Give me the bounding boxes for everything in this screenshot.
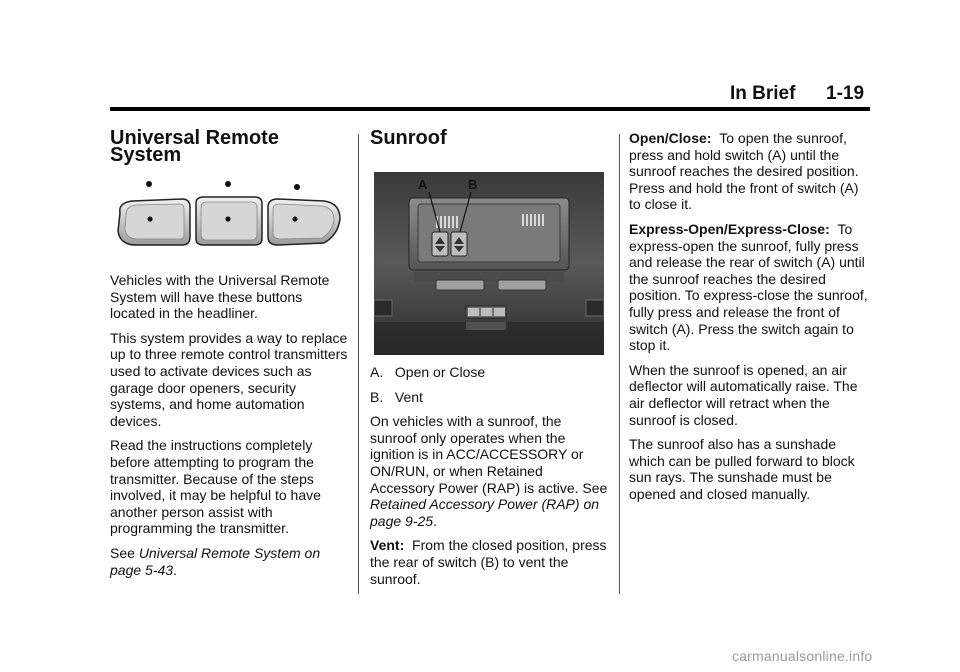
map-light-right-button (498, 280, 546, 290)
open-close-label: Open/Close: (629, 130, 712, 146)
vent-paragraph (370, 537, 610, 587)
list-item-letter: B. (370, 388, 384, 405)
map-light-left-button (436, 280, 484, 290)
universal-remote-reference (110, 545, 350, 578)
see-text: See (110, 544, 139, 561)
indicator-dot-2-icon (225, 181, 231, 187)
open-close-text: To open the sunroof, press and hold switch (A) until the sunroof reaches the desired position. Press and hold the front of switch (A) to close it. (629, 130, 859, 213)
sunshade-paragraph: The sunroof also has a sunshade which can be pulled forward to block sun rays. The sunshade must be opened and closed manually. (629, 436, 855, 502)
reference-period: . (173, 561, 177, 578)
sunroof-body (370, 364, 610, 595)
remote-button-mid-icon (481, 308, 492, 316)
rap-page-ref: Retained Accessory Power (RAP) on page 9-25 (370, 496, 600, 529)
list-item-text: Vent (394, 388, 423, 405)
column-sunroof (370, 127, 610, 149)
callout-b: B (468, 177, 478, 192)
universal-remote-paragraph-3: Read the instructions completely before attempting to program the transmitter. Because of the steps involved, it may be helpful to have another person assist with programming the transmitter. (110, 437, 321, 537)
remote-button-left-icon (468, 308, 479, 316)
list-item-letter: A. (370, 364, 384, 380)
reference-period: . (433, 512, 437, 529)
column-divider-2 (619, 134, 620, 594)
header-rule (110, 107, 870, 111)
column-sunroof-operation (629, 130, 869, 510)
universal-remote-heading: Universal Remote System (110, 127, 279, 166)
sunroof-paragraph-text: On vehicles with a sunroof, the sunroof only operates when the ignition is in ACC/ACCESSORY or ON/RUN, or when Retained Accessory Power (RAP) is active. See (370, 413, 608, 496)
list-item-b (370, 389, 610, 406)
express-paragraph (629, 221, 869, 354)
list-item-a (370, 364, 610, 381)
universal-remote-body (110, 272, 350, 586)
callout-a: A (418, 177, 428, 192)
express-label: Express-Open/Express-Close: (629, 220, 830, 237)
express-text: To express-open the sunroof, fully press and release the rear of switch (A) until the sunroof reaches the desired position. To express-close the sunroof, fully press and release the front of switch (A). Press the switch again to stop it. (629, 220, 868, 354)
column-divider-1 (358, 134, 359, 594)
section-title: In Brief (730, 83, 796, 104)
vent-text: From the closed position, press the rear of switch (B) to vent the sunroof. (370, 537, 607, 587)
list-item-text: Open or Close (394, 364, 486, 380)
air-deflector-paragraph: When the sunroof is opened, an air deflector will automatically raise. The air deflector will retract when the sunroof is closed. (629, 361, 858, 428)
universal-remote-page-ref: Universal Remote System on page 5-43 (110, 544, 321, 578)
universal-remote-paragraph-2: This system provides a way to replace up to three remote control transmitters used to activate devices such as garage door openers, security systems, and home automation devices. (110, 329, 348, 429)
open-close-paragraph (629, 130, 869, 213)
universal-remote-buttons-illustration (112, 175, 344, 247)
remote-button-right-icon (494, 308, 505, 316)
watermark: carmanualsonline.info (732, 648, 873, 664)
column-universal-remote (110, 127, 350, 166)
vent-label: Vent: (370, 537, 405, 554)
sunroof-console-photo (374, 172, 604, 355)
sunroof-paragraph-1 (370, 413, 610, 529)
indicator-dot-1-icon (146, 181, 152, 187)
page-number: 1-19 (826, 83, 865, 104)
indicator-dot-3-icon (294, 184, 300, 190)
sunroof-heading: Sunroof (370, 127, 447, 149)
universal-remote-paragraph-1: Vehicles with the Universal Remote System will have these buttons located in the headliner. (110, 272, 330, 322)
